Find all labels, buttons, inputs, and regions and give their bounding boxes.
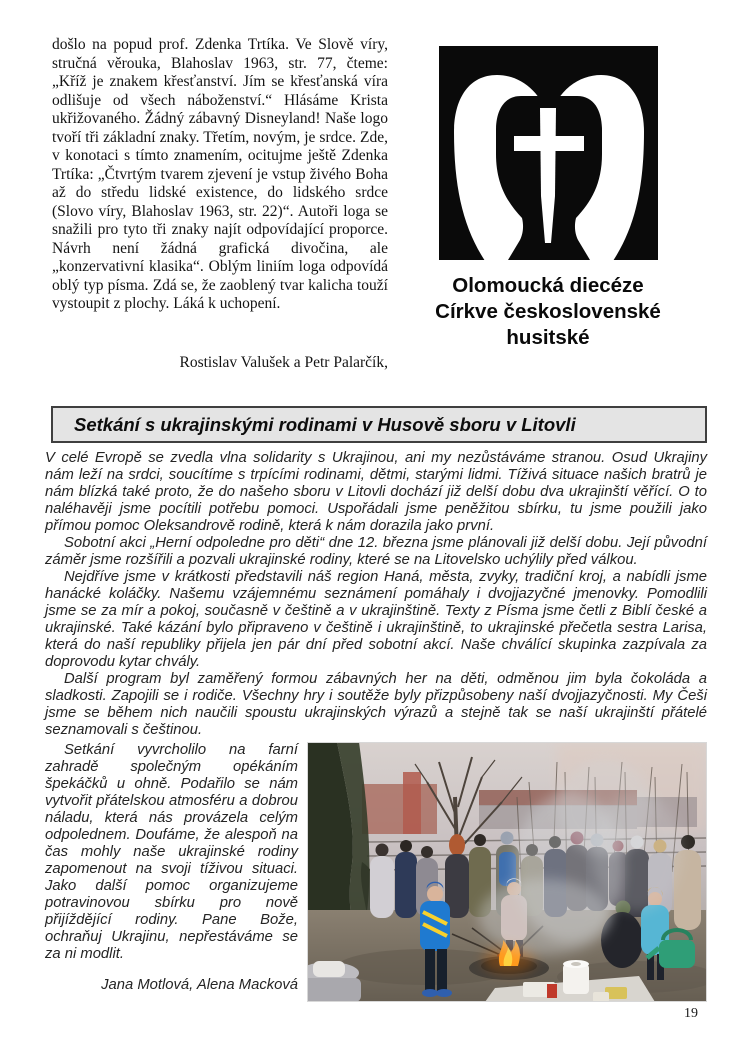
section-title-bar [51, 406, 707, 443]
diocese-logo-block [418, 46, 678, 351]
garden-chair [307, 961, 361, 1002]
campfire-photo [307, 742, 707, 1002]
author-signature-top: Rostislav Valušek a Petr Palarčík, [179, 354, 388, 371]
side-column [45, 742, 298, 1002]
diocese-caption-line: Církve československé [435, 300, 661, 323]
article-paragraph: Sobotní akci „Herní odpoledne pro děti“ dne 12. března jsme plánovali již delší dobu. Její původní záměr jsme rozšířili a pozvali ukrajinské rodiny, které se na Litovelsko uchýlily před válkou. [45, 535, 707, 568]
article-paragraph: V celé Evropě se zvedla vlna solidarity s Ukrajinou, ani my nezůstáváme stranou. Osud Ukrajiny nám leží na srdci, soucítíme s trpícími rodinami, dětmi, starými lidmi. Tíživá situace našich bratrů je nám blízká také proto, že do našeho sboru v Litovli dochází již delší dobu dva ukrajinští věřící. O to naléhavěji jsme pocítili potřebu pomoci. Uspořádali jsme peněžitou sbírku, tu jsme použili jako přímou pomoc Oleksandrově rodině, která k nám dorazila jako první. [45, 450, 707, 534]
bottom-row [45, 742, 707, 1002]
article-paragraph: Setkání vyvrcholilo na farní zahradě společným opékáním špekáčků u ohně. Podařilo se nám vytvořit přátelskou atmosféru a dobrou náladu, která nás provázela celým odpolednem. Doufáme, že alespoň na čas mohly naše ukrajinské rodiny zapomenout na svoji tíživou situaci. Jako další pomoc organizujeme potravinovou sbírku pro nově přijíždějící rodiny. Pane Bože, ochraňuj Ukrajinu, nepřestáváme se za ni modlit. [45, 742, 298, 962]
campfire-photo-image [307, 742, 707, 1002]
page-number: 19 [684, 1006, 698, 1021]
heart-cross-chalice-icon [439, 46, 658, 260]
diocese-caption [418, 273, 678, 351]
logo-article-paragraph: došlo na popud prof. Zdenka Trtíka. Ve Slově víry, stručná věrouka, Blahoslav 1963, str. 77, čteme: „Kříž je znakem křesťanství. Jím se křesťanská víra odlišuje od všech náboženství.“ Hlásáme Krista ukřižovaného. Žádný zábavný Disneyland! Naše logo tvoří tři základní znaky. Třetím, novým, je srdce. Zde, v konotaci s tímto znamením, ocitujme ještě Zdenka Trtíka: „Čtvrtým tvarem zjevení je vstup živého Boha až do středu lidské existence, do lidského srdce (Slovo víry, Blahoslav 1963, str. 22)“. Autoři loga se snažili pro tyto tři znaky najít odpovídající proporce. Návrh není žádná grafická divočina, ale „konzervativní klasika“. Oblým liniím loga odpovídá oblý typ písma. Zdá se, že zaoblený tvar kalicha touží vystoupit z plochy. Láká k uchopení. [52, 36, 388, 312]
diocese-caption-line: husitské [506, 326, 590, 349]
article-paragraph: Další program byl zaměřený formou zábavných her na děti, odměnou jim byla čokoláda a sladkosti. Zapojili se i rodiče. Všechny hry i soutěže byly přizpůsobeny naší dvojjazyčnosti. My Češi jsme se během nich naučili spoustu ukrajinských výrazů a stejně tak se naší ukrajinští přátelé seznamovali s češtinou. [45, 671, 707, 738]
article-body [45, 450, 707, 1002]
article-paragraph: Nejdříve jsme v krátkosti představili náš region Haná, města, zvyky, tradiční kroj, a nabídli jsme hanácké koláčky. Našemu vzájemnému seznámení pomáhaly i dvojjazyčné jmenovky. Pomodlili jsme se za mír a pokoj, současně v češtině a v ukrajinštině. Texty z Písma jsme četli z Biblí české a ukrajinské. Také kázání bylo připraveno v češtině i ukrajinštině, to ukrajinské přečetla sestra Larisa, která do naší republiky přijela jen pár dní před sobotní akcí. Naše chválící skupinka zazpívala za doprovodu kytar chvály. [45, 569, 707, 670]
diocese-caption-line: Olomoucká diecéze [452, 274, 644, 297]
section-title: Setkání s ukrajinskými rodinami v Husově sboru v Litovli [74, 413, 576, 435]
author-signature-main: Jana Motlová, Alena Macková [101, 977, 298, 993]
